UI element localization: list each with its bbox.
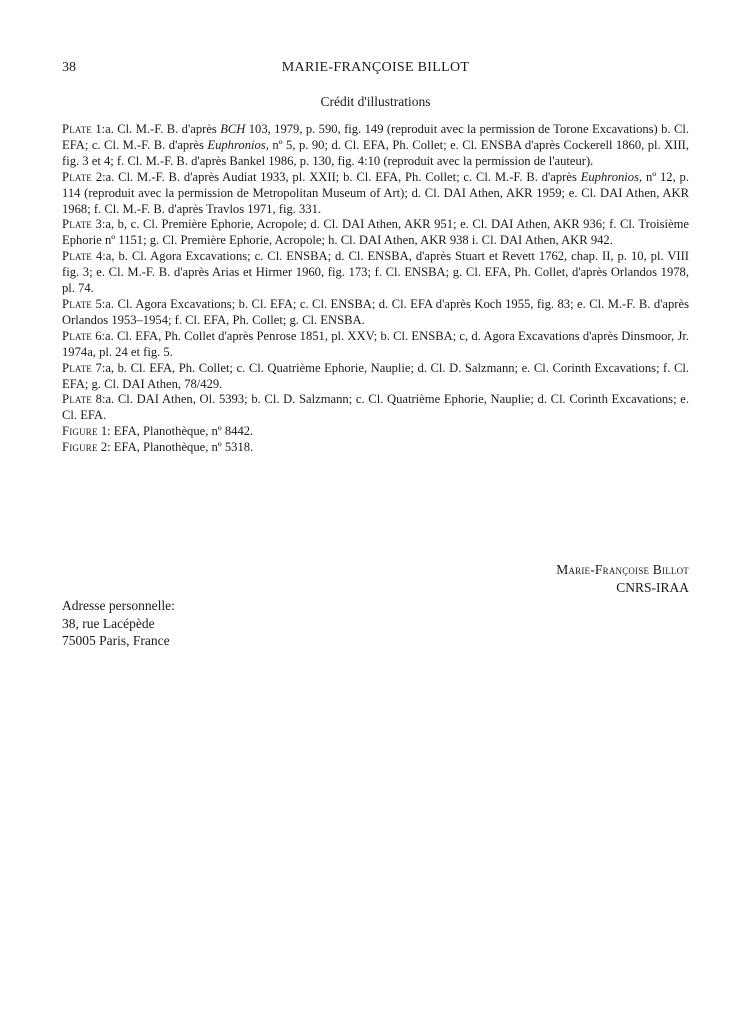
credit-text: nº 5, p. 90; d. Cl. EFA, Ph. Collet; e. Cl. ENSBA d'après Cockerell 1860, pl. XIII, fig. 3 et 4; f. Cl. M.-F. B. d'après Bankel 1986, p. 130, fig. 4:10 (reproduit avec la permission de l'auteur). <box>62 137 689 168</box>
credit-entry <box>62 329 689 361</box>
credit-label: Plate <box>62 328 92 343</box>
header-author: MARIE-FRANÇOISE BILLOT <box>281 60 470 75</box>
credit-text: :a, b. Cl. EFA, Ph. Collet; c. Cl. Quatrième Ephorie, Nauplie; d. Cl. D. Salzmann; e. Cl. Corinth Excavations; f. Cl. EFA; g. Cl. DAI Athen, 78/429. <box>62 360 689 391</box>
credit-entry <box>62 424 689 440</box>
address-street: 38, rue Lacépède <box>62 615 155 631</box>
signature-block <box>556 561 689 597</box>
credit-number: 6 <box>92 328 102 343</box>
credit-label: Plate <box>62 217 92 232</box>
address-label: Adresse personnelle: <box>62 598 175 613</box>
credit-number: 3 <box>92 217 102 232</box>
credit-entry <box>62 249 689 297</box>
credit-label: Plate <box>62 122 92 136</box>
credit-number: 5 <box>92 296 102 311</box>
credit-text: :a. Cl. DAI Athen, Ol. 5393; b. Cl. D. Salzmann; c. Cl. Quatrième Ephorie, Nauplie; d. Cl. Corinth Excavations; e. Cl. EFA. <box>62 392 689 423</box>
signature-name: Marie-Françoise Billot <box>556 562 689 577</box>
credit-text: :a. Cl. Agora Excavations; b. Cl. EFA; c. Cl. ENSBA; d. Cl. EFA d'après Koch 1955, fig. 83; e. Cl. M.-F. B. d'après Orlandos 1953–1954; f. Cl. EFA, Ph. Collet; g. Cl. ENSBA. <box>62 296 689 327</box>
credit-number: 4 <box>92 249 103 264</box>
credit-label: Plate <box>62 392 92 407</box>
credit-number: 7 <box>92 360 102 375</box>
credit-text: :a. Cl. M.-F. B. d'après <box>101 122 221 136</box>
credit-italic-text: Euphronios, <box>580 169 643 184</box>
credit-label: Plate <box>62 360 92 375</box>
credit-text: nº 12, p. 114 (reproduit avec la permission de Metropolitan Museum of Art); d. Cl. DAI Athen, AKR 1959; e. Cl. DAI Athen, AKR 1968; f. Cl. M.-F. B. d'après Travlos 1971, fig. 331. <box>62 169 690 216</box>
address-block <box>62 597 175 650</box>
credit-entry <box>62 297 689 329</box>
credit-text: : EFA, Planothèque, nº 8442. <box>107 424 254 439</box>
credit-text: :a, b. Cl. Agora Excavations; c. Cl. ENSBA; d. Cl. ENSBA, d'après Stuart et Revett 1762, chap. II, p. 10, pl. VIII fig. 3; e. Cl. M.-F. B. d'après Arias et Hirmer 1960, fig. 173; f. Cl. ENSBA; g. Cl. EFA, Ph. Collet, d'après Orlandos 1978, pl. 74. <box>62 249 689 296</box>
credit-text: :a. Cl. M.-F. B. d'après Audiat 1933, pl. XXII; b. Cl. EFA, Ph. Collet; c. Cl. M.-F. B. d'après <box>102 169 581 184</box>
page-number: 38 <box>62 60 76 75</box>
credit-entry <box>62 217 689 249</box>
running-header <box>62 60 689 80</box>
address-city: 75005 Paris, France <box>62 633 170 648</box>
credit-label: Plate <box>62 296 92 311</box>
credit-text: :a, b, c. Cl. Première Ephorie, Acropole; d. Cl. DAI Athen, AKR 951; e. Cl. DAI Athen, AKR 936; f. Cl. Troisième Ephorie nº 1151; g. Cl. Première Ephorie, Acropole; h. Cl. DAI Athen, AKR 938 i. Cl. DAI Athen, AKR 942. <box>62 217 689 248</box>
credit-number: 2 <box>97 440 108 455</box>
credit-italic-text: BCH <box>220 122 246 136</box>
credit-entry <box>62 170 689 218</box>
credit-entry <box>62 122 689 170</box>
credit-italic-text: Euphronios, <box>207 137 269 152</box>
credit-entry <box>62 361 689 393</box>
credit-entry <box>62 440 689 456</box>
credit-label: Plate <box>62 169 92 184</box>
credit-text: 103, 1979, p. 590, fig. 149 (reproduit avec la permission de Torone Excavations) b. Cl. EFA; c. Cl. M.-F. B. d'après <box>62 122 689 152</box>
credit-number: 1 <box>92 122 102 136</box>
credits-list <box>62 122 689 456</box>
credit-number: 1 <box>97 424 108 439</box>
credit-text: :a. Cl. EFA, Ph. Collet d'après Penrose 1851, pl. XXV; b. Cl. ENSBA; c, d. Agora Excavations d'après Dinsmoor, Jr. 1974a, pl. 24 et fig. 5. <box>62 328 689 359</box>
credit-label: Figure <box>62 440 98 455</box>
credit-entry <box>62 392 689 424</box>
section-title: Crédit d'illustrations <box>320 94 431 109</box>
credit-text: : EFA, Planothèque, nº 5318. <box>107 440 254 455</box>
credit-label: Plate <box>62 249 92 264</box>
credit-number: 8 <box>92 392 102 407</box>
credit-label: Figure <box>62 424 98 439</box>
signature-institution: CNRS-IRAA <box>616 580 689 595</box>
credit-number: 2 <box>92 169 103 184</box>
